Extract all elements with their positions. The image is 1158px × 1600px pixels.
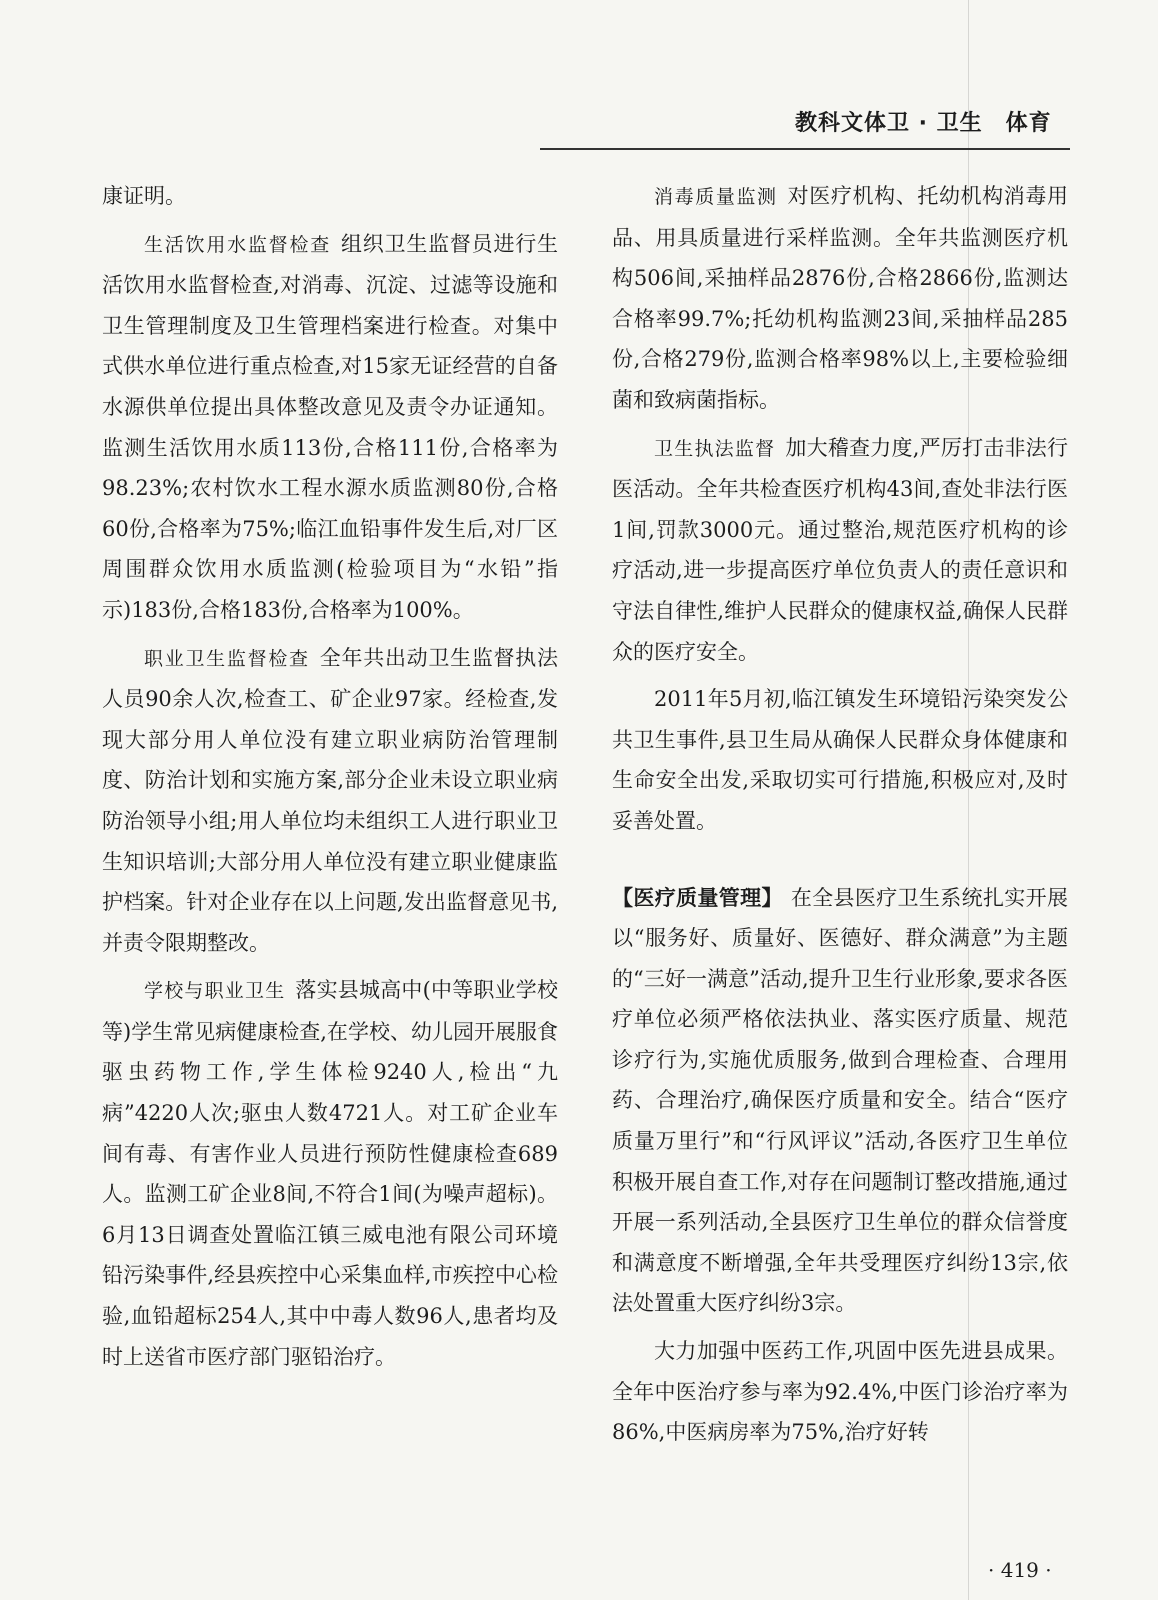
section-heading: 【医疗质量管理】 <box>612 885 783 910</box>
paragraph-text: 加大稽查力度,严厉打击非法行医活动。全年共检查医疗机构43间,查处非法行医1间,罚款3000元。通过整治,规范医疗机构的诊疗活动,进一步提高医疗单位负责人的责任意识和守法自律性,维护人民群众的健康权益,确保人民群众的医疗安全。 <box>612 435 1068 664</box>
header-rule <box>540 148 1070 150</box>
paragraph <box>612 1331 1068 1453</box>
paragraph-text: 2011年5月初,临江镇发生环境铅污染突发公共卫生事件,县卫生局从确保人民群众身体健康和生命安全出发,采取切实可行措施,积极应对,及时妥善处置。 <box>612 687 1068 833</box>
paragraph-term: 学校与职业卫生 <box>144 980 286 1003</box>
right-column <box>612 176 1068 1460</box>
paragraph <box>102 970 558 1377</box>
paragraph <box>102 638 558 964</box>
paragraph <box>612 679 1068 841</box>
paragraph <box>612 428 1068 673</box>
paragraph <box>612 878 1068 1325</box>
paragraph-text: 康证明。 <box>102 184 186 208</box>
paragraph-text: 组织卫生监督员进行生活饮用水监督检查,对消毒、沉淀、过滤等设施和卫生管理制度及卫生管理档案进行检查。对集中式供水单位进行重点检查,对15家无证经营的自备水源供单位提出具体整改意见及责令办证通知。监测生活饮用水质113份,合格111份,合格率为98.23%;农村饮水工程水源水质监测80份,合格60份,合格率为75%;临江血铅事件发生后,对厂区周围群众饮用水质监测(检验项目为“水铅”指示)183份,合格183份,合格率为100%。 <box>102 231 558 622</box>
paragraph-term: 卫生执法监督 <box>654 437 776 460</box>
page-number: · 419 · <box>988 1558 1052 1582</box>
paragraph-text: 对医疗机构、托幼机构消毒用品、用具质量进行采样监测。全年共监测医疗机构506间,采抽样品2876份,合格2866份,监测达合格率99.7%;托幼机构监测23间,采抽样品285份,合格279份,监测合格率98%以上,主要检验细菌和致病菌指标。 <box>612 184 1068 412</box>
section-header-title: 教科文体卫 · 卫生 体育 <box>795 111 1052 136</box>
paragraph <box>612 176 1068 421</box>
paragraph-text: 落实县城高中(中等职业学校等)学生常见病健康检查,在学校、幼儿园开展服食驱虫药物工作,学生体检9240人,检出“九病”4220人次;驱虫人数4721人。对工矿企业车间有毒、有害作业人员进行预防性健康检查689人。监测工矿企业8间,不符合1间(为噪声超标)。6月13日调查处置临江镇三威电池有限公司环境铅污染事件,经县疾控中心采集血样,市疾控中心检验,血铅超标254人,其中中毒人数96人,患者均及时上送省市医疗部门驱铅治疗。 <box>102 978 558 1369</box>
paragraph-text: 全年共出动卫生监督执法人员90余人次,检查工、矿企业97家。经检查,发现大部分用人单位没有建立职业病防治管理制度、防治计划和实施方案,部分企业未设立职业病防治领导小组;用人单位均未组织工人进行职业卫生知识培训;大部分用人单位没有建立职业健康监护档案。针对企业存在以上问题,发出监督意见书,并责令限期整改。 <box>102 645 558 955</box>
paragraph-text: 大力加强中医药工作,巩固中医先进县成果。全年中医治疗参与率为92.4%,中医门诊治疗率为86%,中医病房率为75%,治疗好转 <box>612 1339 1068 1445</box>
paragraph <box>102 176 558 217</box>
paragraph-term: 职业卫生监督检查 <box>144 647 310 670</box>
paragraph-term: 生活饮用水监督检查 <box>144 233 331 256</box>
paragraph-text: 在全县医疗卫生系统扎实开展以“服务好、质量好、医德好、群众满意”为主题的“三好一满意”活动,提升卫生行业形象,要求各医疗单位必须严格依法执业、落实医疗质量、规范诊疗行为,实施优质服务,做到合理检查、合理用药、合理治疗,确保医疗质量和安全。结合“医疗质量万里行”和“行风评议”活动,各医疗卫生单位积极开展自查工作,对存在问题制订整改措施,通过开展一系列活动,全县医疗卫生单位的群众信誉度和满意度不断增强,全年共受理医疗纠纷13宗,依法处置重大医疗纠纷3宗。 <box>612 885 1069 1316</box>
paragraph <box>102 224 558 631</box>
left-column <box>102 176 558 1384</box>
paragraph-term: 消毒质量监测 <box>654 186 778 208</box>
